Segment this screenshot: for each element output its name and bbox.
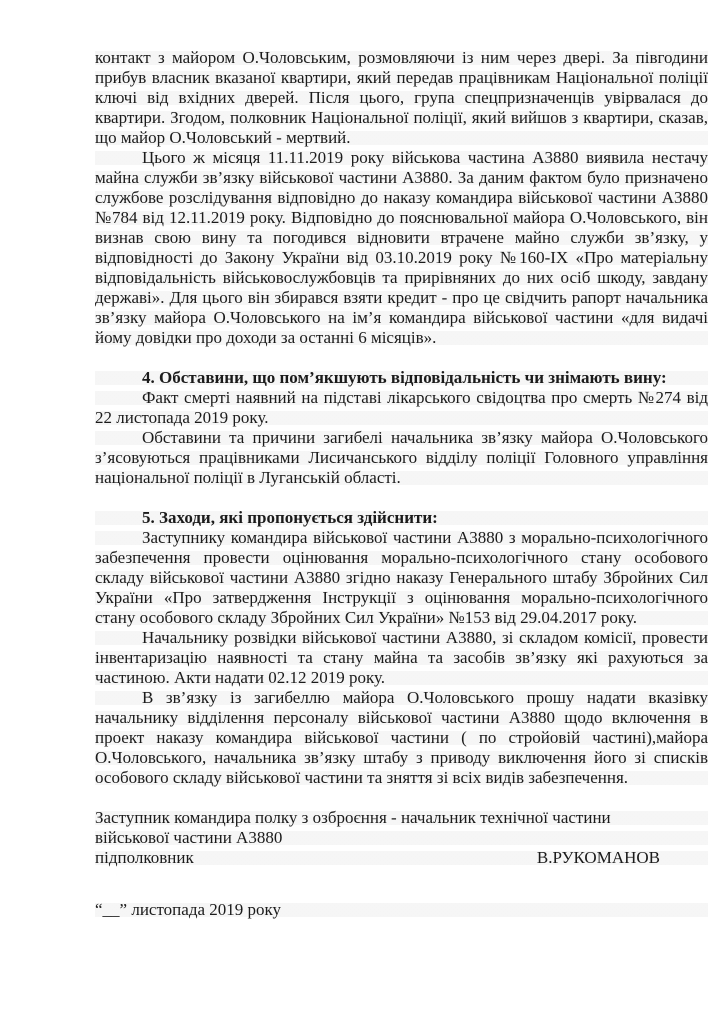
signature-rank-name-row <box>95 848 708 868</box>
date-line: “__” листопада 2019 року <box>95 900 708 920</box>
paragraph-measure-moral: Заступнику командира військової частини А3880 з морально-психологічного забезпечення провести оцінювання морально-психологічного стану особового складу військової частини А3880 згідно наказу Генерального штабу Збройних Сил України «Про затвердження Інструкції з оцінювання морально-психологічного стану особового складу Збройних Сил України» №153 від 29.04.2017 року. <box>95 528 708 627</box>
paragraph-measure-order: В зв’язку із загибеллю майора О.Чоловського прошу надати вказівку начальнику відділення персоналу військової частини А3880 щодо включення в проект наказу командира військової частини ( по стройовій частині),майора О.Чоловського, начальника зв’язку штабу з приводу виключення його зі списків особового складу військової частини та зняття зі всіх видів забезпечення. <box>95 688 708 787</box>
section-4-heading: 4. Обставини, що пом’якшують відповідальність чи знімають вину: <box>95 368 708 388</box>
signature-position-line1: Заступник командира полку з озброєння - начальник технічної частини <box>95 808 611 827</box>
paragraph-incident: Цього ж місяця 11.11.2019 року військова частина А3880 виявила нестачу майна служби зв’язку військової частини А3880. За даним фактом було призначено службове розслідування відповідно до наказу командира військової частини А3880 №784 від 12.11.2019 року. Відповідно до пояснювальної майора О.Чоловського, він визнав свою вину та погодився відновити втрачене майно служби зв’язку, у відповідності до Закону України від 03.10.2019 року №160-IX «Про матеріальну відповідальність військовослужбовців та прирівняних до них осіб шкоду, завдану державі». Для цього він збирався взяти кредит - про це свідчить рапорт начальника зв’язку майора О.Чоловського на ім’я командира військової частини «для видачі йому довідки про доходи за останні 6 місяців». <box>95 148 708 347</box>
paragraph-circumstances: Обставини та причини загибелі начальника зв’язку майора О.Чоловського з’ясовуються працівниками Лисичанського відділу поліції Головного управління національної поліції в Луганській області. <box>95 428 708 487</box>
section-5-heading: 5. Заходи, які пропонується здійснити: <box>95 508 708 528</box>
signature-name: В.РУКОМАНОВ <box>536 848 660 867</box>
signature-position-line2: військової частини А3880 <box>95 828 283 847</box>
signature-rank: підполковник <box>95 848 194 867</box>
paragraph-measure-inventory: Начальнику розвідки військової частини А3880, зі складом комісії, провести інвентаризацію наявності та стану майна та засобів зв’язку які рахуються за частиною. Акти надати 02.12 2019 року. <box>95 628 708 687</box>
signature-block <box>95 808 708 868</box>
paragraph-continuation: контакт з майором О.Чоловським, розмовляючи із ним через двері. За півгодини прибув власник вказаної квартири, який передав працівникам Національної поліції ключі від вхідних дверей. Після цього, група спецпризначенців увірвалася до квартири. Згодом, полковник Національної поліції, який вийшов з квартири, сказав, що майор О.Чоловський - мертвий. <box>95 48 708 147</box>
paragraph-death-fact: Факт смерті наявний на підставі лікарського свідоцтва про смерть №274 від 22 листопада 2019 року. <box>95 388 708 427</box>
